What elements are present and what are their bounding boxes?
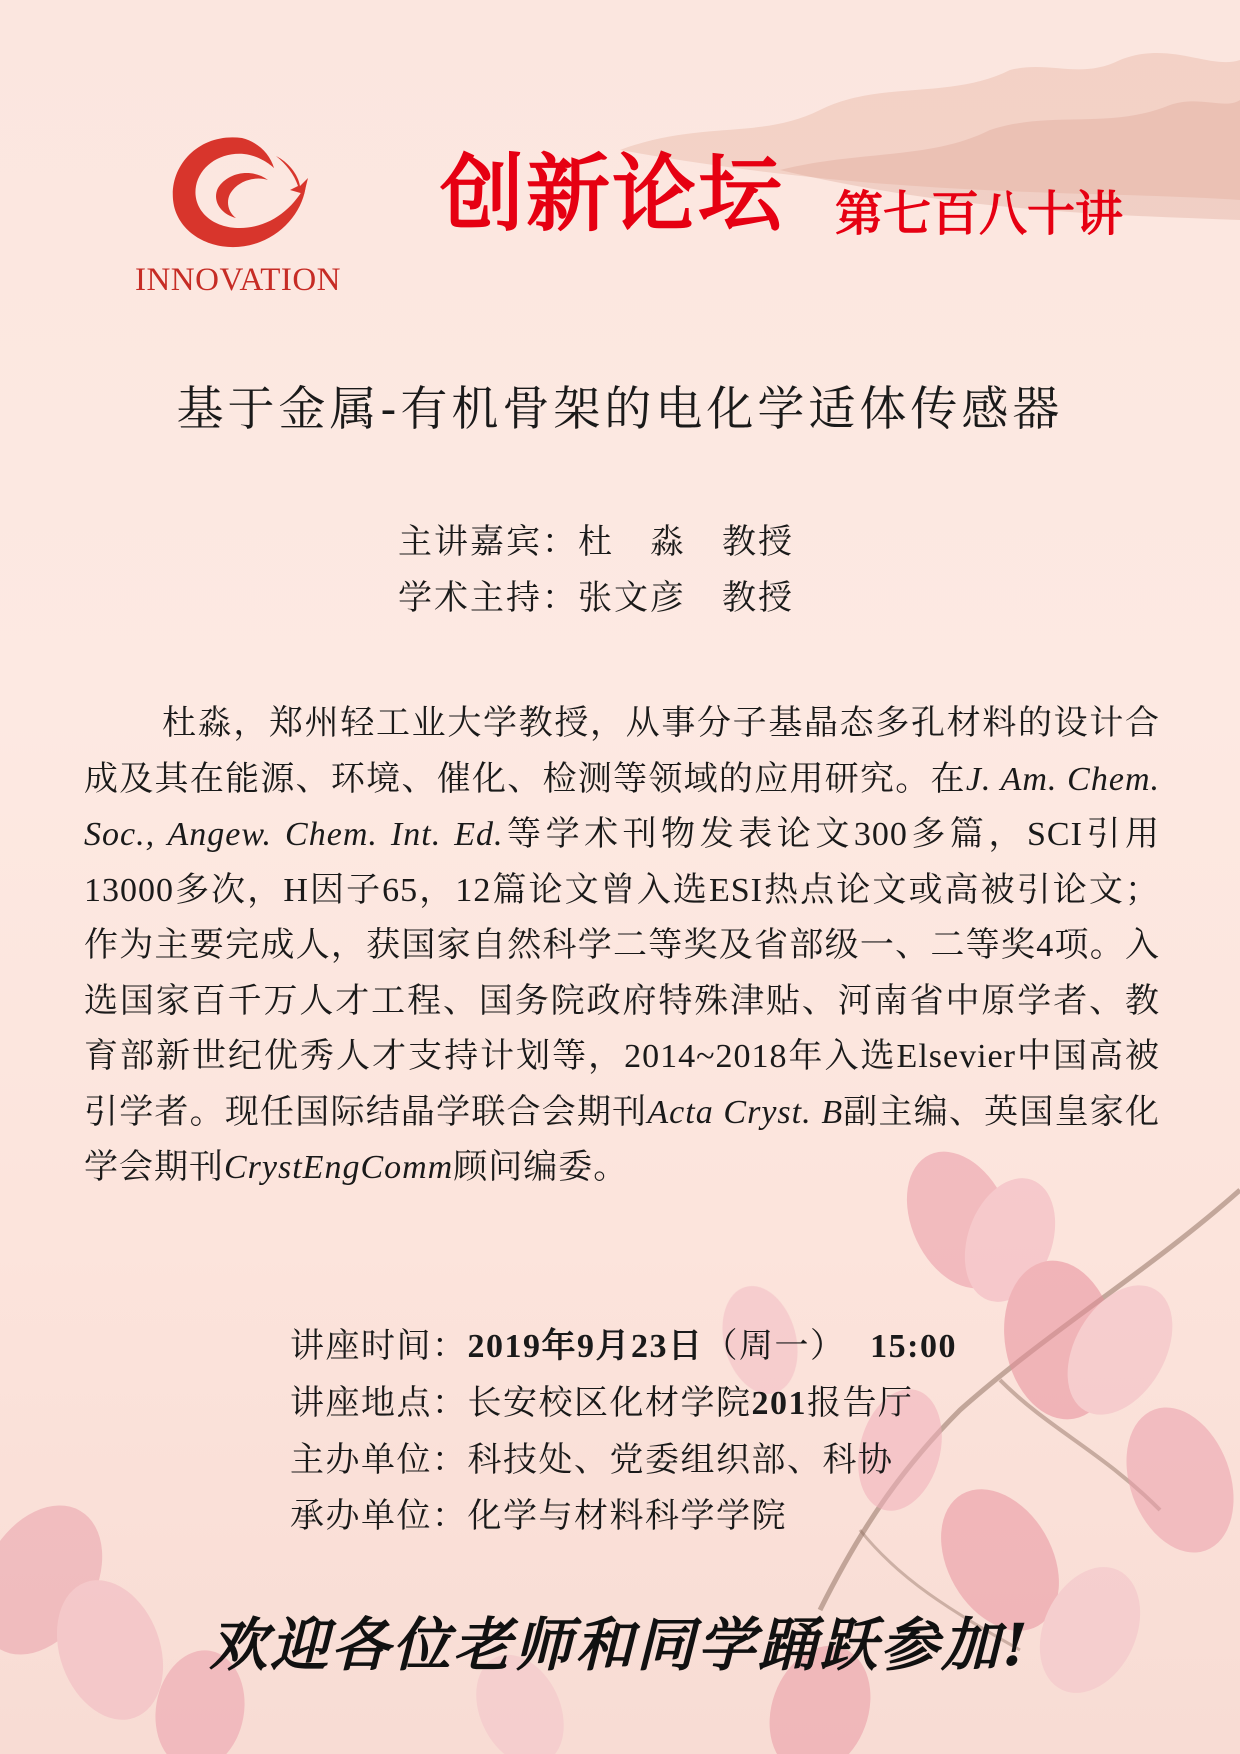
place-label: 讲座地点： <box>290 1383 468 1423</box>
logo-wordmark: INNOVATION <box>134 262 342 298</box>
speaker-label: 主讲嘉宾： <box>398 522 578 562</box>
host-name: 张文彦 教授 <box>578 578 794 618</box>
organizer-value: 科技处、党委组织部、科协 <box>467 1440 894 1480</box>
lecture-number: 第七百八十讲 <box>835 186 1124 242</box>
speaker-row <box>398 514 794 570</box>
speaker-name: 杜 淼 教授 <box>578 522 794 562</box>
co-organizer-value: 化学与材料科学学院 <box>467 1496 787 1536</box>
innovation-logo <box>118 128 358 306</box>
forum-title: 创新论坛 <box>440 145 785 243</box>
bio-text-4: 顾问编委。 <box>453 1149 629 1186</box>
time-label: 讲座时间： <box>290 1326 468 1366</box>
bio-journal-2: Acta Cryst. B <box>647 1093 844 1131</box>
lecture-info <box>290 1318 957 1544</box>
time-row <box>290 1318 957 1375</box>
time-date: 2019年9月23日 <box>467 1328 704 1365</box>
time-hour: 15:00 <box>870 1328 957 1365</box>
bio-journal-1: J. Am. Chem. Soc., Angew. Chem. Int. Ed. <box>84 760 1160 853</box>
place-row <box>290 1375 957 1432</box>
host-label: 学术主持： <box>398 578 578 618</box>
organizer-label: 主办单位： <box>290 1440 468 1480</box>
time-weekday: （周一） <box>703 1326 846 1366</box>
place-hall: 报告厅 <box>807 1383 914 1423</box>
talk-title: 基于金属-有机骨架的电化学适体传感器 <box>176 382 1064 437</box>
swirl-logo-icon <box>158 128 318 258</box>
co-organizer-row <box>290 1488 957 1544</box>
people-block <box>398 514 794 626</box>
bio-journal-3: CrystEngComm <box>224 1149 454 1186</box>
organizer-row <box>290 1432 957 1488</box>
co-organizer-label: 承办单位： <box>290 1496 468 1536</box>
bio-text-1: 杜淼，郑州轻工业大学教授，从事分子基晶态多孔材料的设计合成及其在能源、环境、催化、检测等领域的应用研究。在 <box>84 705 1160 798</box>
host-row <box>398 570 794 626</box>
welcome-slogan: 欢迎各位老师和同学踊跃参加! <box>209 1611 1031 1679</box>
place-campus: 长安校区化材学院 <box>467 1383 752 1423</box>
bio-text-3: 副主编、英国皇家化学会期刊 <box>84 1093 1161 1186</box>
bio-text-2: 等学术刊物发表论文300多篇，SCI引用13000多次，H因子65，12篇论文曾入选ESI热点论文或高被引论文；作为主要完成人，获国家自然科学二等奖及省部级一、二等奖4项。入选国家百千万人才工程、国务院政府特殊津贴、河南省中原学者、教育部新世纪优秀人才支持计划等，2014~2018年入选Elsevier中国高被引学者。现任国际结晶学联合会期刊 <box>84 816 1160 1131</box>
place-room: 201 <box>751 1385 807 1422</box>
speaker-bio <box>84 696 1160 1196</box>
